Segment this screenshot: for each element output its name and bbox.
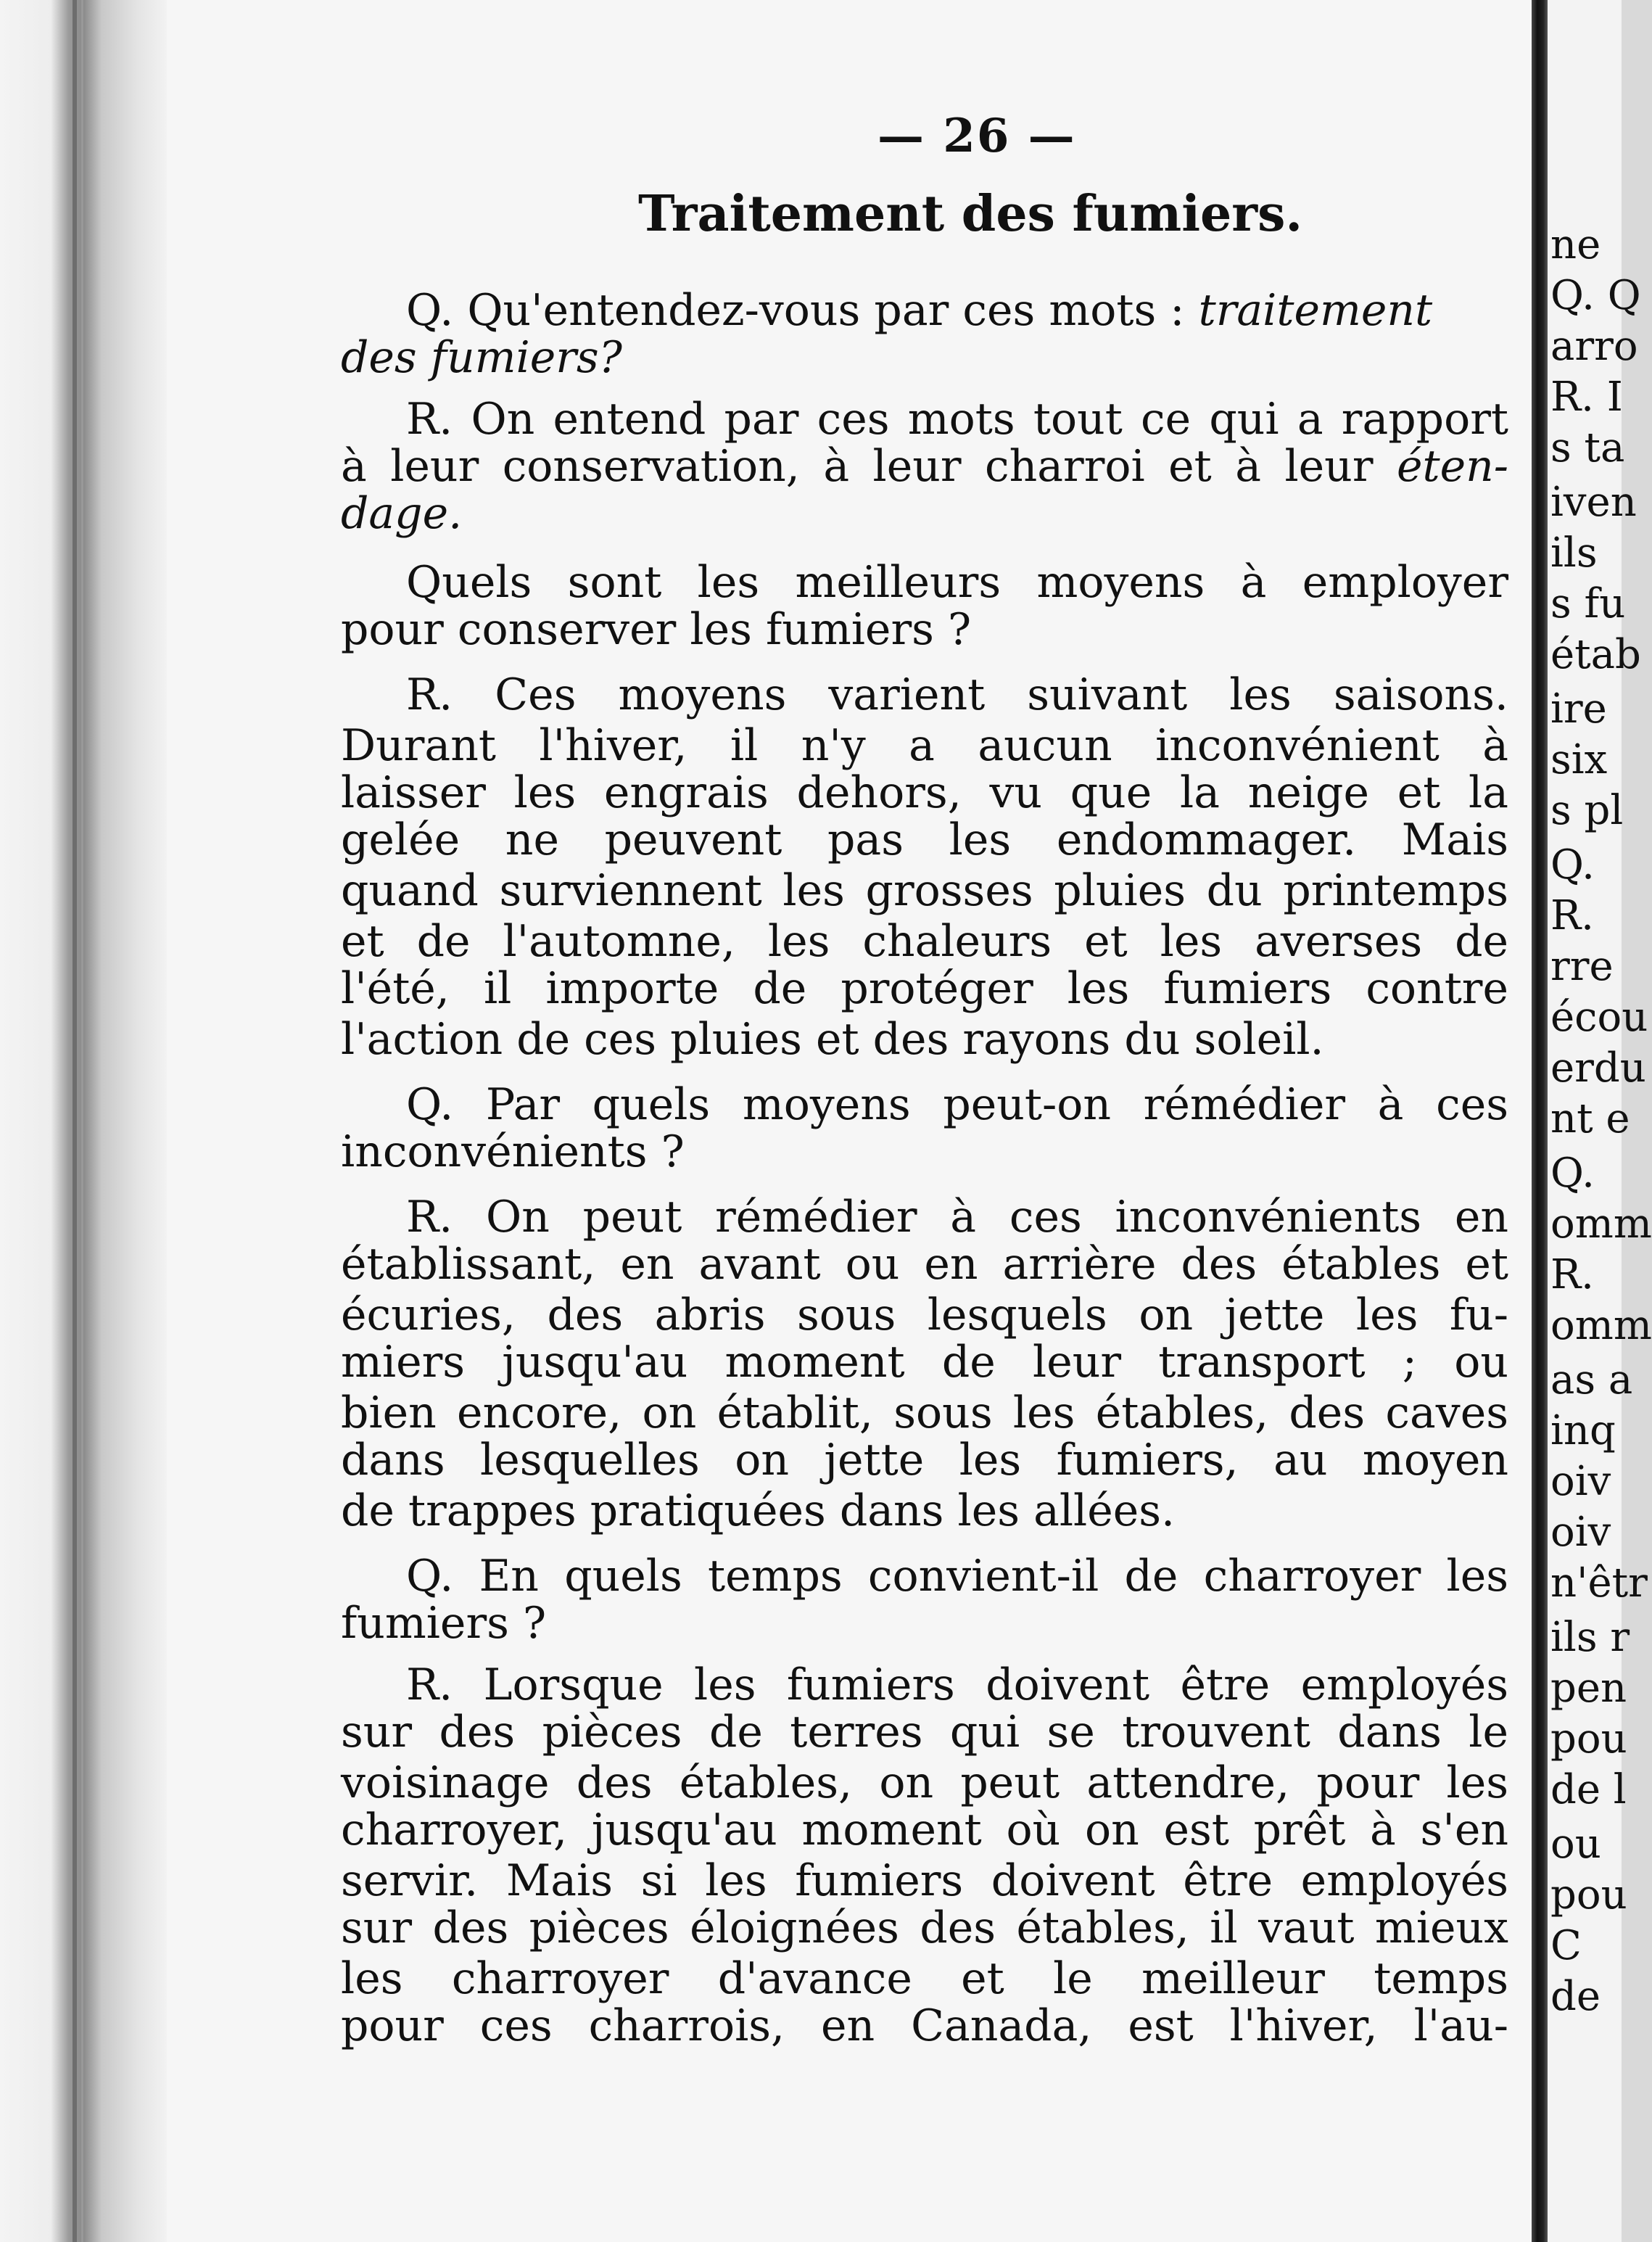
text-line-roman: Q. En quels temps convient-il de charroyer les bbox=[406, 1551, 1508, 1602]
binding-edge bbox=[73, 0, 77, 2242]
text-line bbox=[406, 559, 1508, 606]
text-line bbox=[406, 1193, 1508, 1241]
adjacent-page-fragment: ire bbox=[1550, 685, 1607, 733]
text-line bbox=[341, 816, 1508, 864]
text-line bbox=[406, 395, 1508, 443]
text-line bbox=[341, 442, 1508, 490]
text-line-roman: Q. Par quels moyens peut-on rémédier à ces bbox=[406, 1079, 1508, 1130]
text-line-roman: quand surviennent les grosses pluies du printemps bbox=[341, 865, 1508, 916]
adjacent-page-fragment: ne bbox=[1550, 221, 1601, 268]
adjacent-page-fragment: six bbox=[1550, 736, 1608, 783]
text-line-italic: des fumiers? bbox=[341, 332, 622, 383]
text-line bbox=[406, 1661, 1508, 1709]
text-line bbox=[341, 1240, 1508, 1288]
text-line-roman: gelée ne peuvent pas les endommager. Mais bbox=[341, 815, 1508, 865]
text-line-roman: établissant, en avant ou en arrière des étables et bbox=[341, 1239, 1508, 1290]
adjacent-page-fragment: as a bbox=[1550, 1356, 1633, 1404]
adjacent-page-fragment: arro bbox=[1550, 323, 1638, 370]
text-line-roman: R. Ces moyens varient suivant les saisons. bbox=[406, 669, 1508, 720]
text-line bbox=[341, 1338, 1508, 1386]
text-line-roman: sur des pièces éloignées des étables, il vaut mieux bbox=[341, 1903, 1508, 1953]
text-line bbox=[341, 606, 1508, 654]
text-line-roman: inconvénients ? bbox=[341, 1126, 685, 1177]
adjacent-page-fragment: oiv bbox=[1550, 1509, 1611, 1556]
adjacent-page-fragment: étab bbox=[1550, 631, 1641, 678]
text-line-roman: à leur conservation, à leur charroi et à leur bbox=[341, 441, 1397, 492]
adjacent-page-fragment: s fu bbox=[1550, 580, 1626, 627]
adjacent-page-fragment: erdu bbox=[1550, 1044, 1646, 1092]
adjacent-page-fragment: inq bbox=[1550, 1407, 1616, 1454]
text-line bbox=[341, 1128, 1508, 1176]
text-line bbox=[341, 1857, 1508, 1905]
text-line bbox=[406, 1552, 1508, 1600]
text-line bbox=[341, 1708, 1508, 1756]
adjacent-page-fragment: ils bbox=[1550, 529, 1598, 577]
text-line bbox=[341, 1291, 1508, 1339]
text-line-roman: pour conserver les fumiers ? bbox=[341, 604, 972, 655]
adjacent-page-fragment: s pl bbox=[1550, 787, 1624, 834]
text-line-roman: et de l'automne, les chaleurs et les averses de bbox=[341, 916, 1508, 967]
text-line-roman: miers jusqu'au moment de leur transport ; ou bbox=[341, 1337, 1508, 1388]
adjacent-page-fragment: omm bbox=[1550, 1200, 1652, 1248]
text-line-roman: sur des pièces de terres qui se trouvent dans le bbox=[341, 1707, 1508, 1757]
adjacent-page-edge bbox=[1548, 0, 1652, 2242]
text-line bbox=[406, 1081, 1508, 1129]
text-line-roman: R. On peut rémédier à ces inconvénients en bbox=[406, 1192, 1508, 1242]
text-line bbox=[341, 334, 1508, 382]
text-line-roman: de trappes pratiquées dans les allées. bbox=[341, 1485, 1176, 1536]
section-heading: Traitement des fumiers. bbox=[638, 185, 1303, 243]
adjacent-page-fragment: de l bbox=[1550, 1766, 1627, 1813]
text-line-roman: voisinage des étables, on peut attendre, pour les bbox=[341, 1757, 1508, 1808]
text-line bbox=[341, 1487, 1508, 1535]
text-line bbox=[341, 1015, 1508, 1063]
text-line-roman: Durant l'hiver, il n'y a aucun inconvénient à bbox=[341, 720, 1508, 771]
text-line bbox=[341, 2002, 1508, 2050]
text-line bbox=[406, 287, 1508, 334]
text-line-roman: Q. Qu'entendez-vous par ces mots : bbox=[406, 285, 1199, 336]
text-line-roman: R. Lorsque les fumiers doivent être employés bbox=[406, 1660, 1508, 1710]
text-line-roman: bien encore, on établit, sous les étables, des caves bbox=[341, 1388, 1508, 1438]
text-line bbox=[341, 1599, 1508, 1647]
text-line-roman: R. On entend par ces mots tout ce qui a rapport bbox=[406, 394, 1508, 445]
adjacent-page-fragment: nt e bbox=[1550, 1095, 1630, 1142]
adjacent-page-fragment: Q. Q bbox=[1550, 272, 1641, 319]
adjacent-page-fragment: écou bbox=[1550, 994, 1648, 1041]
text-line bbox=[341, 1759, 1508, 1807]
text-line bbox=[341, 965, 1508, 1013]
adjacent-page-fragment: n'êtr bbox=[1550, 1559, 1648, 1607]
adjacent-page-fragment: R. I bbox=[1550, 374, 1623, 421]
text-line-roman: l'action de ces pluies et des rayons du soleil. bbox=[341, 1014, 1324, 1065]
adjacent-page-fragment: pen bbox=[1550, 1665, 1627, 1712]
text-line bbox=[341, 1955, 1508, 2003]
text-line-roman: écuries, des abris sous lesquels on jette les fu- bbox=[341, 1290, 1508, 1340]
adjacent-page-fragment: oiv bbox=[1550, 1458, 1611, 1505]
binding-edge-inner bbox=[81, 0, 83, 2242]
text-line bbox=[341, 918, 1508, 965]
adjacent-page-fragment: pou bbox=[1550, 1871, 1627, 1919]
adjacent-page-fragment: s ta bbox=[1550, 424, 1625, 471]
text-line-roman: pour ces charrois, en Canada, est l'hiver, l'au- bbox=[341, 2000, 1508, 2051]
book-gutter bbox=[0, 0, 167, 2242]
adjacent-page-fragment: R. bbox=[1550, 1251, 1594, 1298]
page-divider bbox=[1532, 0, 1548, 2242]
adjacent-page-fragment: ils r bbox=[1550, 1614, 1630, 1661]
text-line bbox=[341, 490, 1508, 537]
text-line bbox=[341, 1389, 1508, 1437]
text-line-roman: l'été, il importe de protéger les fumiers contre bbox=[341, 963, 1508, 1014]
text-line bbox=[341, 722, 1508, 770]
adjacent-page-fragment: omm bbox=[1550, 1302, 1652, 1349]
text-line-italic: éten- bbox=[1396, 441, 1508, 492]
adjacent-page-fragment: R. bbox=[1550, 892, 1594, 939]
text-line-roman: Quels sont les meilleurs moyens à employer bbox=[406, 557, 1508, 608]
adjacent-page-fragment: ou bbox=[1550, 1821, 1601, 1868]
page-number: — 26 — bbox=[877, 109, 1076, 163]
adjacent-page-fragment: de bbox=[1550, 1973, 1601, 2020]
adjacent-page-fragment: pou bbox=[1550, 1715, 1627, 1763]
text-line-roman: servir. Mais si les fumiers doivent être employés bbox=[341, 1855, 1508, 1906]
text-line bbox=[406, 671, 1508, 719]
text-line bbox=[341, 1436, 1508, 1484]
text-line-roman: dans lesquelles on jette les fumiers, au moyen bbox=[341, 1435, 1508, 1485]
text-line bbox=[341, 1904, 1508, 1952]
adjacent-page-fragment: Q. bbox=[1550, 841, 1595, 889]
adjacent-page-fragment: Q. bbox=[1550, 1150, 1595, 1197]
adjacent-page-fragment: rre bbox=[1550, 943, 1614, 990]
text-line-roman: charroyer, jusqu'au moment où on est prêt à s'en bbox=[341, 1805, 1508, 1855]
text-line-italic: dage. bbox=[341, 488, 463, 539]
text-line-roman: les charroyer d'avance et le meilleur temps bbox=[341, 1953, 1508, 2004]
adjacent-page-fragment: iven bbox=[1550, 479, 1637, 526]
adjacent-page-fragment: C bbox=[1550, 1922, 1582, 1969]
text-line bbox=[341, 769, 1508, 817]
text-line-roman: fumiers ? bbox=[341, 1598, 547, 1649]
text-line bbox=[341, 867, 1508, 915]
text-line bbox=[341, 1806, 1508, 1854]
text-line-roman: laisser les engrais dehors, vu que la neige et la bbox=[341, 767, 1508, 818]
text-line-italic: traitement bbox=[1198, 285, 1433, 336]
